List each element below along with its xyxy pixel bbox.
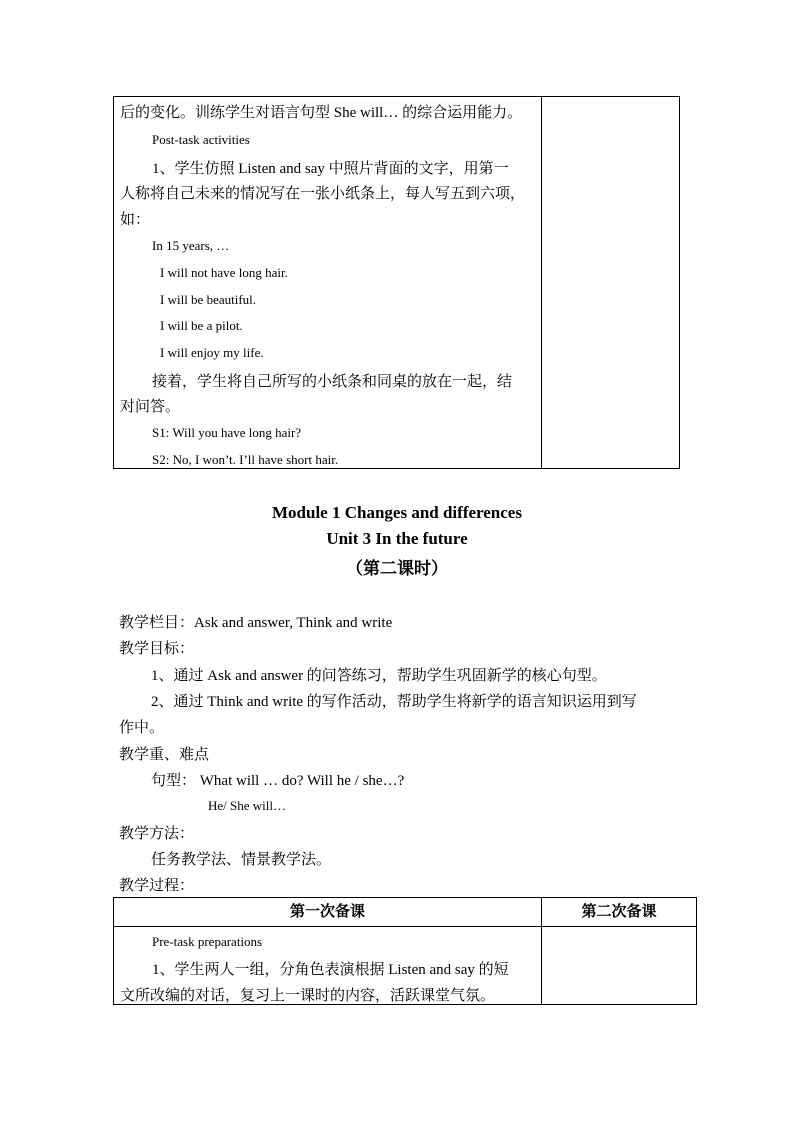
teaching-goal-1: 1、通过 Ask and answer 的问答练习，帮助学生巩固新学的核心句型。 (151, 668, 607, 684)
table-text-line: I will be beautiful. (160, 292, 257, 307)
table-text-line: S1: Will you have long hair? (152, 425, 302, 440)
unit-title: Unit 3 In the future (326, 529, 468, 548)
table-text-line: In 15 years, … (152, 238, 230, 253)
sentence-pattern-2: He/ She will… (208, 798, 286, 813)
sentence-pattern-1: 句型： What will … do? Will he / she…? (151, 773, 405, 789)
lesson-table-continued (113, 96, 680, 469)
header-first-preparation: 第一次备课 (289, 904, 365, 920)
table-text-line: 如： (120, 212, 151, 228)
table-text-line: 文所改编的对话，复习上一课时的内容，活跃课堂气氛。 (120, 988, 496, 1004)
table-text-line: I will enjoy my life. (160, 345, 264, 360)
table-row-divider (114, 926, 696, 927)
header-second-preparation: 第二次备课 (581, 904, 657, 920)
table-text-line: 1、学生仿照 Listen and say 中照片背面的文字，用第一 (152, 161, 509, 177)
table-text-line: 后的变化。训练学生对语言句型 She will… 的综合运用能力。 (120, 105, 523, 121)
table-text-line: 1、学生两人一组，分角色表演根据 Listen and say 的短 (152, 962, 509, 978)
teaching-methods-heading: 教学方法： (119, 826, 195, 842)
table-text-line: Pre-task preparations (152, 934, 263, 949)
module-title: Module 1 Changes and differences (272, 503, 522, 522)
table-column-divider (541, 97, 542, 468)
table-text-line: Post-task activities (152, 132, 250, 147)
table-text-line: 接着，学生将自己所写的小纸条和同桌的放在一起，结 (152, 374, 513, 390)
table-text-line: 对问答。 (120, 399, 181, 415)
table-text-line: I will be a pilot. (160, 318, 243, 333)
table-text-line: S2: No, I won’t. I’ll have short hair. (152, 452, 339, 467)
teaching-section: 教学栏目：Ask and answer, Think and write (119, 615, 393, 631)
teaching-goal-2: 2、通过 Think and write 的写作活动，帮助学生将新学的语言知识运用到写 (151, 694, 637, 710)
table-text-line: I will not have long hair. (160, 265, 288, 280)
key-points-heading: 教学重、难点 (119, 747, 210, 763)
teaching-goals-heading: 教学目标： (119, 641, 195, 657)
teaching-process-heading: 教学过程： (119, 878, 195, 894)
teaching-goal-2-continued: 作中。 (119, 720, 165, 736)
lesson-subtitle: （第二课时） (346, 559, 448, 578)
teaching-methods: 任务教学法、情景教学法。 (151, 852, 332, 868)
table-text-line: 人称将自己未来的情况写在一张小纸条上，每人写五到六项， (120, 186, 526, 202)
teaching-process-table (113, 897, 697, 1005)
